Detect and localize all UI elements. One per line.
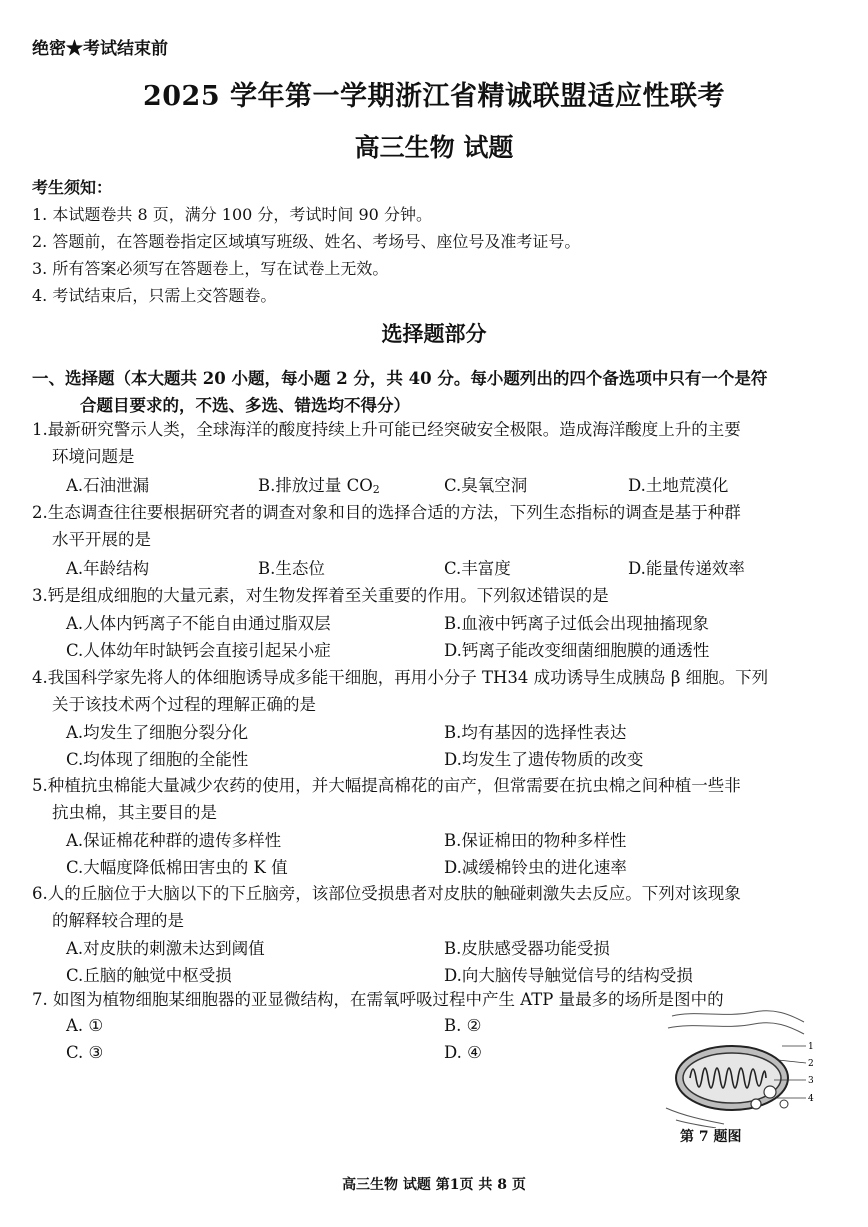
option-c: C.丰富度 [444,559,511,578]
question-stem: 的解释较合理的是 [52,911,184,930]
question-stem: 2.生态调查往往要根据研究者的调查对象和目的选择合适的方法，下列生态指标的调查是基于种群 [32,503,741,522]
option-b: B.皮肤感受器功能受损 [444,939,610,958]
instructions-line: 合题目要求的，不选、多选、错选均不得分） [80,396,410,415]
option-d: D.能量传递效率 [628,559,745,578]
question-5 [32,772,838,826]
question-stem: 6.人的丘脑位于大脑以下的下丘脑旁，该部位受损患者对皮肤的触碰刺激失去反应。下列对该现象 [32,884,741,903]
notice-item: 4. 考试结束后，只需上交答题卷。 [32,286,277,305]
option-b [258,472,380,496]
option-d: D.减缓棉铃虫的进化速率 [444,858,627,877]
figure-label-3: 3 [808,1076,814,1086]
notice-item: 1. 本试题卷共 8 页，满分 100 分，考试时间 90 分钟。 [32,205,432,224]
page-footer: 高三生物 试题 第1页 共 8 页 [342,1177,526,1193]
question-1 [32,416,838,470]
option-a: A.人体内钙离子不能自由通过脂双层 [66,614,331,633]
question-stem: 4.我国科学家先将人的体细胞诱导成多能干细胞，再用小分子 TH34 成功诱导生成胰岛 β 细胞。下列 [32,668,769,687]
question-stem: 5.种植抗虫棉能大量减少农药的使用，并大幅提高棉花的亩产，但常需要在抗虫棉之间种植一些非 [32,776,741,795]
option-b: B. ② [444,1016,482,1035]
subscript: 2 [372,483,380,496]
option-b: B.均有基因的选择性表达 [444,723,627,742]
option-c: C.均体现了细胞的全能性 [66,750,249,769]
secret-mark: 绝密★考试结束前 [32,39,168,59]
mitochondrion-figure [664,1008,824,1128]
option-a: A.对皮肤的刺激未达到阈值 [66,939,265,958]
option-c: C.人体幼年时缺钙会直接引起呆小症 [66,641,331,660]
question-stem: 水平开展的是 [52,530,151,549]
option-d: D. ④ [444,1043,482,1062]
option-d: D.向大脑传导触觉信号的结构受损 [444,966,693,985]
section-instructions [32,365,838,419]
notice-item: 2. 答题前，在答题卷指定区域填写班级、姓名、考场号、座位号及准考证号。 [32,232,581,251]
question-6 [32,880,838,934]
question-stem: 1.最新研究警示人类，全球海洋的酸度持续上升可能已经突破安全极限。造成海洋酸度上升的主要 [32,420,741,439]
option-a: A.年龄结构 [66,559,150,578]
option-b: B.血液中钙离子过低会出现抽搐现象 [444,614,709,633]
option-c: C.大幅度降低棉田害虫的 K 值 [66,858,288,877]
option-a: A.保证棉花种群的遗传多样性 [66,831,282,850]
option-a: A. ① [66,1016,104,1035]
option-c: C.丘脑的触觉中枢受损 [66,966,232,985]
instructions-line: 一、选择题（本大题共 20 小题，每小题 2 分，共 40 分。每小题列出的四个备选项中只有一个是符 [32,369,768,388]
question-3 [32,582,838,609]
notice-heading: 考生须知： [32,178,113,197]
option-a: A.石油泄漏 [66,476,150,495]
section-title: 选择题部分 [381,321,487,346]
figure-label-1: 1 [808,1042,814,1052]
question-4 [32,664,838,718]
figure-label-4: 4 [808,1094,814,1104]
option-b: B.保证棉田的物种多样性 [444,831,627,850]
option-c: C. ③ [66,1043,104,1062]
exam-subtitle: 高三生物 试题 [354,133,514,162]
question-7-stem: 7. 如图为植物细胞某细胞器的亚显微结构，在需氧呼吸过程中产生 ATP 量最多的场所是图中的 [32,990,724,1009]
question-2 [32,499,838,553]
option-c: C.臭氧空洞 [444,476,528,495]
option-d: D.土地荒漠化 [628,476,729,495]
option-d: D.均发生了遗传物质的改变 [444,750,644,769]
option-d: D.钙离子能改变细菌细胞膜的通透性 [444,641,710,660]
exam-title: 2025 学年第一学期浙江省精诚联盟适应性联考 [142,81,726,112]
question-stem: 关于该技术两个过程的理解正确的是 [52,695,316,714]
figure-caption: 第 7 题图 [680,1129,742,1145]
question-stem: 3.钙是组成细胞的大量元素，对生物发挥着至关重要的作用。下列叙述错误的是 [32,586,609,605]
figure-label-2: 2 [808,1059,814,1069]
question-stem: 抗虫棉，其主要目的是 [52,803,217,822]
option-b-text: B.排放过量 CO [258,476,373,495]
question-stem: 环境问题是 [52,447,135,466]
option-b: B.生态位 [258,559,325,578]
option-a: A.均发生了细胞分裂分化 [66,723,249,742]
notice-item: 3. 所有答案必须写在答题卷上，写在试卷上无效。 [32,259,389,278]
